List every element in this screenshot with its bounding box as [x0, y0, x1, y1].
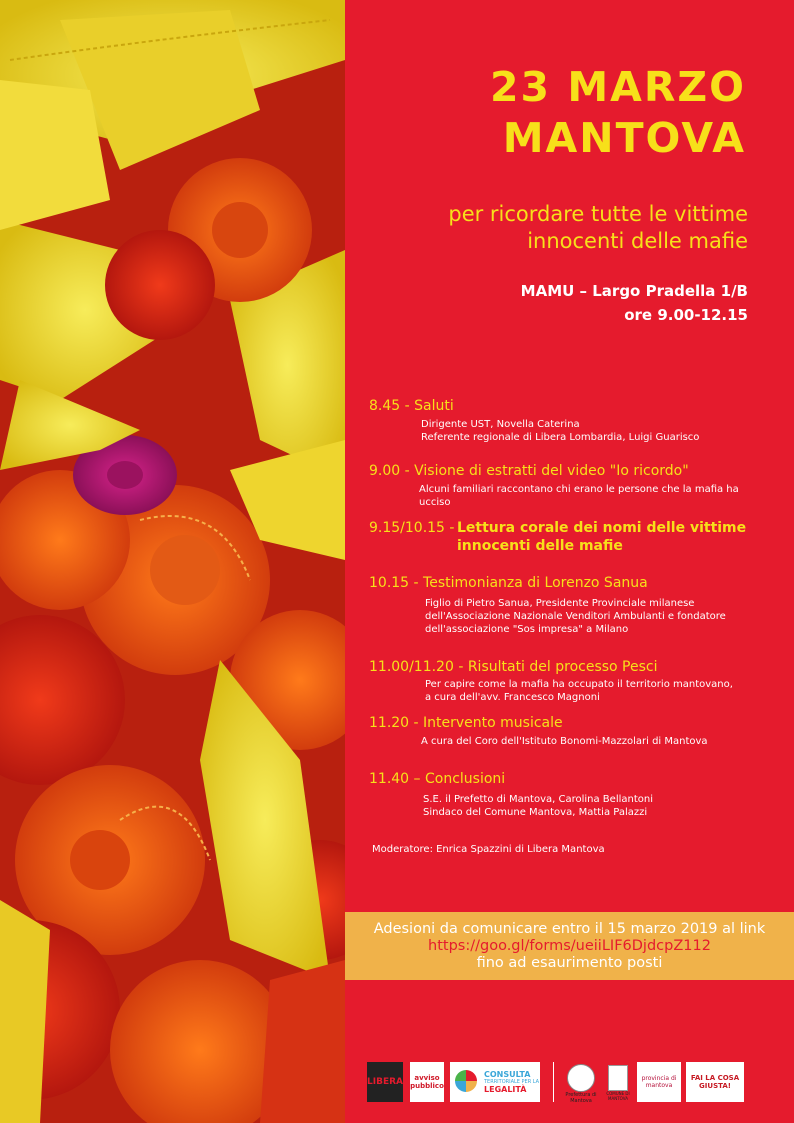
program-item-time-title: 11.20 - Intervento musicale [369, 715, 563, 731]
event-venue: MAMU – Largo Pradella 1/B [520, 282, 748, 300]
program-item-desc: dell'Associazione Nazionale Venditori Ambulanti e fondatore [425, 611, 726, 622]
program-item-desc: Sindaco del Comune Mantova, Mattia Palazzi [423, 807, 648, 818]
program-item-time-title: 11.00/11.20 - Risultati del processo Pesci [369, 659, 658, 675]
program-item-desc: a cura dell'avv. Francesco Magnoni [425, 692, 600, 703]
subtitle-line-1: per ricordare tutte le vittime [448, 202, 748, 226]
program-item-time-title: 8.45 - Saluti [369, 398, 454, 414]
provincia-logo: provincia di mantova [637, 1062, 681, 1102]
program-item-time: 9.15/10.15 - [369, 520, 455, 536]
program-item-desc: Figlio di Pietro Sanua, Presidente Provinciale milanese [425, 598, 695, 609]
comune-logo: COMUNE DI MANTOVA [605, 1062, 631, 1104]
fai-la-cosa-giusta-logo: FAI LA COSA GIUSTA! [686, 1062, 744, 1102]
program-item-desc: Referente regionale di Libera Lombardia, Luigi Guarisco [421, 432, 700, 443]
avviso-pubblico-logo: avviso pubblico [410, 1062, 444, 1102]
program-item-desc: S.E. il Prefetto di Mantova, Carolina Bellantoni [423, 794, 653, 805]
banner-text: Adesioni da comunicare entro il 15 marzo 2019 al link [373, 921, 766, 937]
registration-banner [345, 912, 794, 980]
libera-logo: LIBERA [367, 1062, 403, 1102]
consulta-legalita-logo: CONSULTA TERRITORIALE PER LA LEGALITÀ [450, 1062, 540, 1102]
program-item-title: Lettura corale dei nomi delle vittime [457, 520, 747, 536]
program-item-time-title: 11.40 – Conclusioni [369, 771, 506, 787]
program-item-desc: A cura del Coro dell'Istituto Bonomi-Mazzolari di Mantova [421, 736, 708, 747]
event-hours: ore 9.00-12.15 [624, 306, 748, 324]
event-date: 23 MARZO [489, 63, 746, 111]
registration-link[interactable]: https://goo.gl/forms/ueiiLIF6DjdcpZ112 [428, 938, 711, 954]
program-item-desc: Alcuni familiari raccontano chi erano le persone che la mafia ha [419, 484, 739, 495]
subtitle-line-2: innocenti delle mafie [527, 229, 748, 253]
fabric-rolls-photo [0, 0, 345, 1123]
program-item-time-title: 9.00 - Visione di estratti del video "Io ricordo" [369, 463, 689, 479]
program-item-desc: Dirigente UST, Novella Caterina [421, 419, 580, 430]
program-item-desc: Per capire come la mafia ha occupato il territorio mantovano, [425, 679, 733, 690]
event-city: MANTOVA [502, 114, 746, 162]
program-item-time-title: 10.15 - Testimonianza di Lorenzo Sanua [369, 575, 648, 591]
logo-divider [553, 1062, 554, 1102]
program-item-desc: dell'associazione "Sos impresa" a Milano [425, 624, 629, 635]
program-item-desc: ucciso [419, 497, 451, 508]
prefettura-logo: Prefettura di Mantova [565, 1062, 597, 1106]
moderator: Moderatore: Enrica Spazzini di Libera Mantova [372, 844, 605, 855]
program-item-title: innocenti delle mafie [457, 538, 623, 554]
banner-note: fino ad esaurimento posti [476, 955, 663, 971]
